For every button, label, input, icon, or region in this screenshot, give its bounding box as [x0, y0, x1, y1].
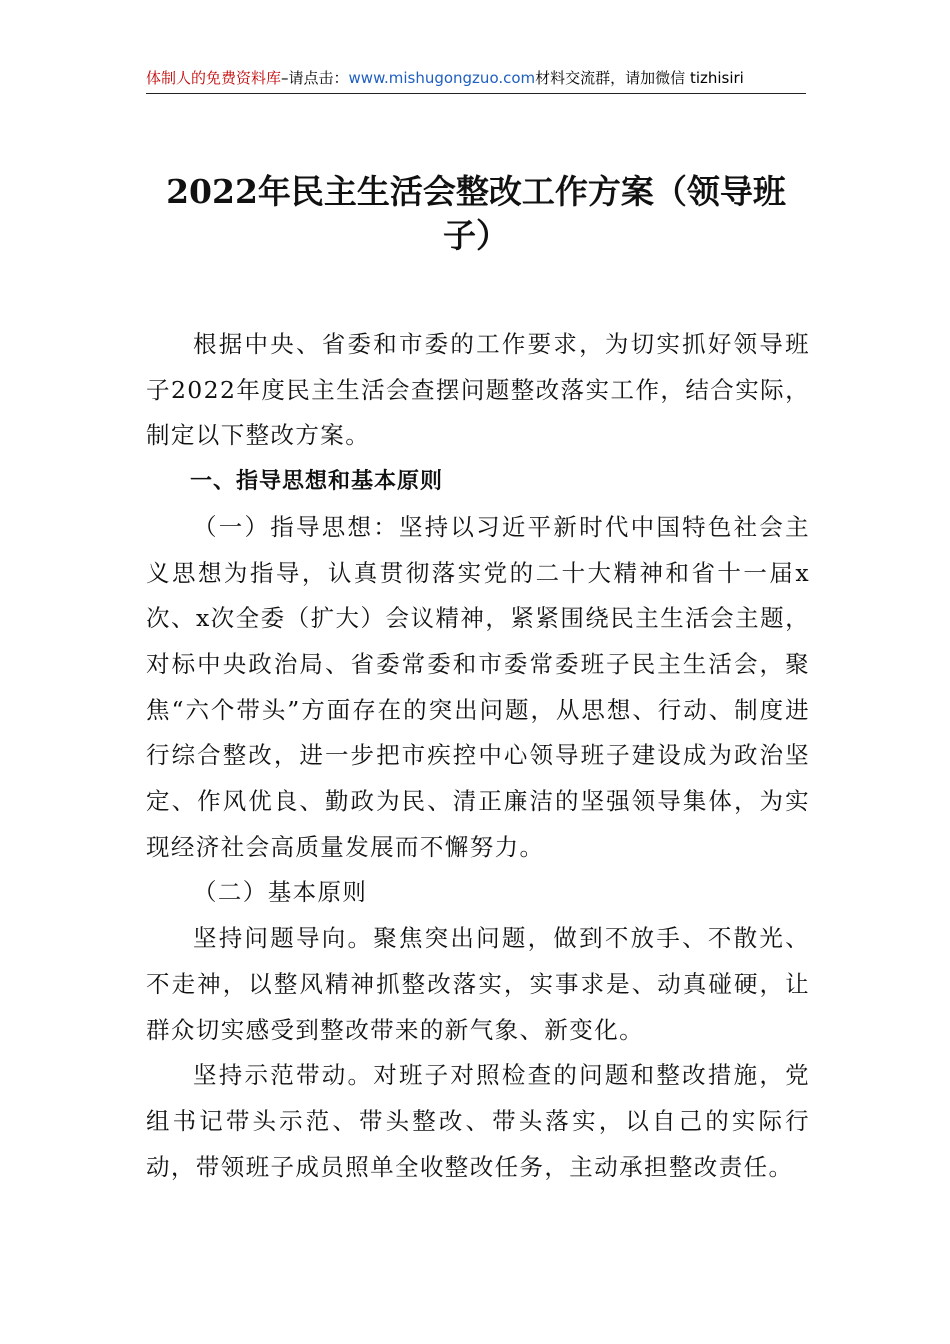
guiding-thought-paragraph: （一）指导思想：坚持以习近平新时代中国特色社会主义思想为指导，认真贯彻落实党的二十大精神和省十一届x次、x次全委（扩大）会议精神，紧紧围绕民主生活会主题，对标中央政治局、省委常委和市委常委班子民主生活会，聚焦“六个带头”方面存在的突出问题，从思想、行动、制度进行综合整改，进一步把市疾控中心领导班子建设成为政治坚定、作风优良、勤政为民、清正廉洁的坚强领导集体，为实现经济社会高质量发展而不懈努力。: [146, 512, 810, 861]
problem-oriented-paragraph: 坚持问题导向。聚焦突出问题，做到不放手、不散光、不走神，以整风精神抓整改落实，实事求是、动真碰硬，让群众切实感受到整改带来的新气象、新变化。: [146, 924, 810, 1044]
document-body: [146, 322, 810, 1190]
document-title: 2022年民主生活会整改工作方案（领导班子）: [166, 172, 786, 255]
leading-by-example-paragraph: 坚持示范带动。对班子对照检查的问题和整改措施，党组书记带头示范、带头整改、带头落实，以自己的实际行动，带领班子成员照单全收整改任务，主动承担整改责任。: [146, 1061, 810, 1181]
header-link[interactable]: www.mishugongzuo.com: [348, 69, 536, 87]
intro-paragraph: 根据中央、省委和市委的工作要求，为切实抓好领导班子2022年度民主生活会查摆问题整改落实工作，结合实际，制定以下整改方案。: [146, 330, 810, 450]
header-separator: –请点击：: [281, 69, 349, 87]
page-header: [146, 66, 806, 90]
header-tail: 材料交流群，请加微信 tizhisiri: [535, 69, 744, 87]
header-brand: 体制人的免费资料库: [146, 69, 282, 87]
section-heading: 一、指导思想和基本原则: [190, 469, 444, 495]
basic-principles-subheading: （二）基本原则: [193, 878, 368, 907]
header-divider: [146, 93, 806, 94]
